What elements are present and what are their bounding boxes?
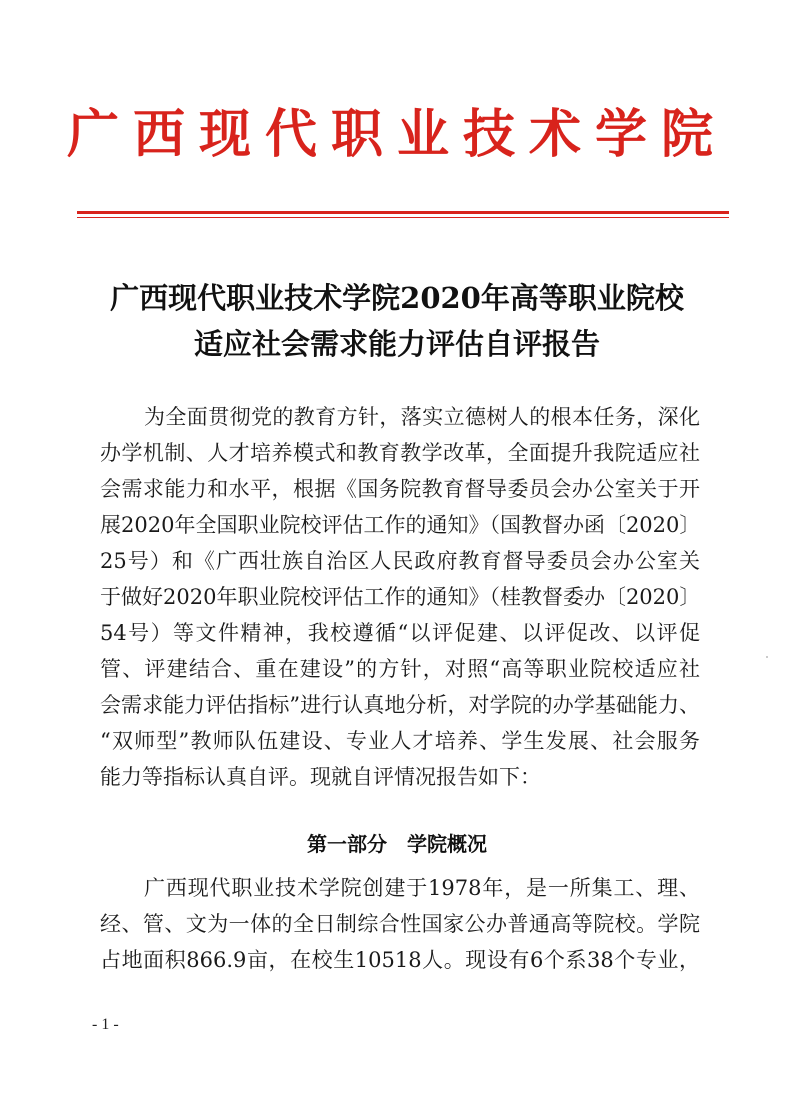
overview-paragraph	[100, 870, 700, 978]
intro-line: 能力等指标认真自评。现就自评情况报告如下：	[100, 765, 541, 789]
intro-line: 办学机制、人才培养模式和教育教学改革，全面提升我院适应社	[100, 441, 700, 465]
intro-line: 会需求能力和水平，根据《国务院教育督导委员会办公室关于开	[100, 477, 700, 501]
letterhead-rule-thin	[77, 217, 729, 218]
intro-line: 管、评建结合、重在建设”的方针，对照“高等职业院校适应社	[100, 657, 700, 681]
overview-line: 占地面积866.9亩，在校生10518人。现设有6个系38个专业，	[100, 948, 700, 972]
intro-line: 于做好2020年职业院校评估工作的通知》（桂教督委办〔2020〕	[100, 585, 701, 609]
intro-line: 为全面贯彻党的教育方针，落实立德树人的根本任务，深化	[144, 405, 700, 429]
overview-line: 经、管、文为一体的全日制综合性国家公办普通高等院校。学院	[100, 912, 700, 936]
scan-speck	[766, 656, 768, 658]
intro-line: 展2020年全国职业院校评估工作的通知》（国教督办函〔2020〕	[100, 513, 701, 537]
intro-line: “双师型”教师队伍建设、专业人才培养、学生发展、社会服务	[100, 729, 700, 753]
intro-line: 54号）等文件精神，我校遵循“以评促建、以评促改、以评促	[100, 621, 700, 645]
letterhead-institution-name: 广西现代职业技术学院	[66, 104, 727, 165]
letterhead-rule-thick	[77, 211, 729, 214]
intro-line: 会需求能力评估指标”进行认真地分析，对学院的办学基础能力、	[100, 693, 700, 717]
intro-line: 25号）和《广西壮族自治区人民政府教育督导委员会办公室关	[100, 549, 700, 573]
section-heading: 第一部分 学院概况	[307, 832, 487, 856]
document-title-line-2: 适应社会需求能力评估自评报告	[193, 327, 600, 361]
intro-paragraph	[100, 399, 700, 795]
overview-line: 广西现代职业技术学院创建于1978年，是一所集工、理、	[144, 876, 700, 900]
page-number: - 1 -	[92, 1016, 119, 1033]
document-title-line-1: 广西现代职业技术学院2020年高等职业院校	[110, 281, 684, 315]
